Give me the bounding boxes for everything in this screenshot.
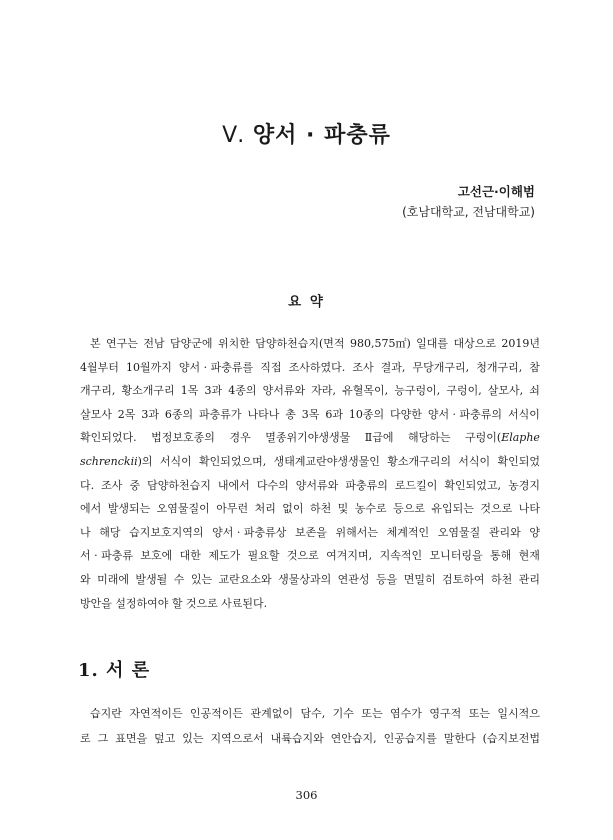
word: 자연적이든 bbox=[129, 707, 183, 720]
word: 연안습지, bbox=[330, 732, 377, 745]
word: 확인되었으며, bbox=[199, 454, 267, 468]
word: 것으로 bbox=[185, 596, 218, 610]
author-names: 고선근·이해범 bbox=[457, 184, 535, 199]
word: 덮고 bbox=[154, 732, 176, 745]
word: 사료된다. bbox=[221, 596, 268, 610]
word: 청개구리, bbox=[476, 360, 523, 374]
word: 참 bbox=[529, 360, 540, 374]
word: 유입되는 bbox=[431, 502, 474, 516]
abstract-line bbox=[80, 568, 540, 592]
word: 총 bbox=[285, 407, 296, 421]
word: 인공습지를 bbox=[383, 732, 437, 745]
word: 수 bbox=[173, 572, 185, 586]
abstract-line bbox=[80, 356, 540, 380]
word: 생물상과의 bbox=[278, 572, 332, 586]
word: 습지란 bbox=[90, 707, 122, 720]
abstract-line bbox=[80, 450, 540, 474]
word: 서식이 bbox=[159, 454, 192, 468]
section-heading-introduction: 1. 서 론 bbox=[78, 660, 151, 681]
word: 파충류의 bbox=[345, 478, 388, 492]
word: 지역으로서 bbox=[210, 732, 264, 745]
word: 결과, bbox=[380, 360, 406, 374]
word: 오염물질 bbox=[437, 525, 481, 539]
word: 유혈목이, bbox=[342, 384, 389, 398]
word: 980,575㎡) bbox=[349, 337, 411, 350]
abstract-line bbox=[80, 544, 540, 568]
word: 보존을 bbox=[294, 525, 327, 539]
word: 나타 bbox=[518, 502, 540, 516]
word: 교란요소와 bbox=[218, 572, 272, 586]
word: 로드킬이 bbox=[394, 478, 438, 492]
word: 중 bbox=[129, 478, 141, 492]
word: 양서 · 파충류의 bbox=[427, 407, 503, 421]
word: 일시적으 bbox=[497, 707, 540, 720]
word: 서 · 파충류 bbox=[80, 549, 133, 563]
word: 2목 bbox=[117, 407, 136, 421]
word: 와 bbox=[80, 572, 91, 586]
word: 능구렁이, bbox=[394, 384, 441, 398]
abstract-line bbox=[80, 497, 540, 521]
abstract-line bbox=[80, 403, 540, 427]
word: 등으로 bbox=[393, 502, 425, 516]
word: 농수로 bbox=[354, 502, 387, 516]
word: 멸종위기야생생물 bbox=[265, 431, 351, 445]
word: 확인되었 bbox=[497, 454, 540, 468]
word: 보호에 bbox=[140, 549, 173, 563]
word: 3과 bbox=[141, 407, 159, 421]
word: Ⅱ급에 bbox=[364, 431, 394, 445]
word: 관계없이 bbox=[250, 707, 293, 720]
word: 미래에 bbox=[97, 572, 129, 586]
word: 그 bbox=[97, 732, 109, 745]
word: 경우 bbox=[229, 431, 251, 445]
scientific-name: Elaphe bbox=[501, 431, 540, 445]
word: 대한 bbox=[179, 549, 201, 563]
species-name-cont bbox=[80, 450, 153, 474]
word: 황소개구리의 bbox=[387, 454, 451, 468]
word: 에서 bbox=[80, 502, 102, 516]
word: 직접 bbox=[260, 360, 282, 374]
word: 조사하였다. bbox=[288, 360, 346, 374]
abstract-heading: 요 약 bbox=[288, 294, 325, 310]
word: 다양한 bbox=[390, 407, 422, 421]
word: 양서 · 파충류상 bbox=[212, 525, 287, 539]
word: 법정보호종의 bbox=[151, 431, 215, 445]
scientific-name: schrenckii bbox=[80, 454, 138, 468]
word: 나타나 bbox=[247, 407, 280, 421]
word: 또는 bbox=[468, 707, 490, 720]
word: 서식이 bbox=[507, 407, 540, 421]
word: 개구리, bbox=[80, 384, 116, 398]
word: 할 bbox=[171, 596, 183, 610]
word: 일대를 bbox=[416, 337, 449, 350]
word: 관리와 bbox=[488, 525, 521, 539]
word: (습지보전법 bbox=[482, 732, 540, 745]
word: 파충류가 bbox=[199, 407, 242, 421]
section-body bbox=[80, 701, 540, 751]
word: 양 bbox=[529, 525, 540, 539]
word: 없이 bbox=[282, 502, 304, 516]
word: 살모사 bbox=[80, 407, 112, 421]
word: 연관성 bbox=[337, 572, 370, 586]
word: 4종의 bbox=[228, 384, 257, 398]
word: 자라, bbox=[311, 384, 336, 398]
word: 양서 · 파충류를 bbox=[178, 360, 254, 374]
word: 6종의 bbox=[164, 407, 194, 421]
word: 조사 bbox=[101, 478, 123, 492]
body-line bbox=[80, 726, 540, 751]
abstract-line bbox=[80, 379, 540, 403]
word: 확인되었다. bbox=[80, 431, 137, 445]
word: 생태계교란야생생물인 bbox=[273, 454, 380, 468]
word: 황소개구리 bbox=[121, 384, 175, 398]
word: 등을 bbox=[376, 572, 398, 586]
word: 로 bbox=[80, 732, 91, 745]
word: 살모사, bbox=[487, 384, 524, 398]
body-line bbox=[80, 701, 540, 726]
word: 오염물질이 bbox=[156, 502, 210, 516]
word: 담수, bbox=[300, 707, 326, 720]
word: 구렁이, bbox=[446, 384, 482, 398]
word: 1목 bbox=[180, 384, 199, 398]
author-block bbox=[402, 182, 535, 222]
word: 해당 bbox=[99, 525, 121, 539]
word: 것으로 bbox=[480, 502, 513, 516]
word: 확인되었고, bbox=[444, 478, 502, 492]
word: 위해서는 bbox=[335, 525, 378, 539]
word: 필요할 bbox=[247, 549, 280, 563]
word: 발생되는 bbox=[107, 502, 151, 516]
word: 면밀히 bbox=[403, 572, 436, 586]
word: 본 bbox=[90, 337, 101, 350]
word: 염수가 bbox=[390, 707, 422, 720]
species-name bbox=[465, 426, 540, 450]
word: 습지보호지역의 bbox=[129, 525, 204, 539]
word: 발생될 bbox=[135, 572, 168, 586]
word: 담양하천습지 bbox=[147, 478, 211, 492]
word: 현재 bbox=[518, 549, 540, 563]
word: 다. bbox=[80, 478, 95, 492]
chapter-title bbox=[0, 118, 613, 149]
word: 하천 bbox=[309, 502, 332, 516]
word: 양서류와 bbox=[262, 384, 306, 398]
word: 체계적인 bbox=[386, 525, 430, 539]
word: 서식이 bbox=[458, 454, 491, 468]
word: 3과 bbox=[204, 384, 223, 398]
word: 2019년 bbox=[501, 337, 540, 350]
word: 무당개구리, bbox=[412, 360, 470, 374]
word: 담양하천습지(면적 bbox=[255, 337, 345, 350]
word: 있는 bbox=[190, 572, 213, 586]
word: 검토하여 bbox=[442, 572, 485, 586]
word: 설정하여야 bbox=[115, 596, 169, 610]
word: 10종의 bbox=[348, 407, 385, 421]
word: 연구는 bbox=[106, 337, 138, 350]
word: 표면을 bbox=[115, 732, 148, 745]
word: 하천 bbox=[490, 572, 513, 586]
word: 여겨지며, bbox=[326, 549, 373, 563]
word: 10월까지 bbox=[125, 360, 172, 374]
word: 쇠 bbox=[529, 384, 540, 398]
abstract-line bbox=[80, 592, 540, 616]
word: 기수 bbox=[332, 707, 354, 720]
word: 지속적인 bbox=[379, 549, 423, 563]
word: 3목 bbox=[301, 407, 320, 421]
word: 아무런 bbox=[216, 502, 249, 516]
abstract-line bbox=[80, 426, 540, 450]
word: 4월부터 bbox=[80, 360, 119, 374]
chapter-title-text: 양서 · 파충류 bbox=[252, 123, 391, 148]
page-number: 306 bbox=[295, 788, 318, 802]
word: 전남 bbox=[143, 337, 165, 350]
word: 내에서 bbox=[217, 478, 250, 492]
word: 위치한 bbox=[217, 337, 250, 350]
abstract-line bbox=[80, 521, 540, 545]
chapter-numeral: Ⅴ. bbox=[222, 123, 245, 148]
word: 해당하는 bbox=[408, 431, 451, 445]
word: 방안을 bbox=[80, 596, 112, 610]
word: 대상으로 bbox=[453, 337, 496, 350]
abstract-line bbox=[80, 474, 540, 498]
word: 다수의 bbox=[256, 478, 289, 492]
word: 영구적 bbox=[429, 707, 462, 720]
word: 인공적이든 bbox=[189, 707, 244, 720]
word: )의 bbox=[137, 454, 153, 468]
word: 말한다 bbox=[443, 732, 476, 745]
word: 처리 bbox=[254, 502, 276, 516]
word: 것으로 bbox=[286, 549, 319, 563]
word: 통해 bbox=[490, 549, 512, 563]
word: 조사 bbox=[352, 360, 374, 374]
word: 양서류와 bbox=[295, 478, 339, 492]
word: 모니터링을 bbox=[429, 549, 483, 563]
word: 구렁이( bbox=[465, 431, 502, 445]
word: 제도가 bbox=[208, 549, 241, 563]
abstract-body bbox=[80, 332, 540, 615]
author-affiliations: (호남대학교, 전남대학교) bbox=[402, 205, 535, 219]
word: 내륙습지와 bbox=[270, 732, 324, 745]
word: 있는 bbox=[182, 732, 204, 745]
word: 관리 bbox=[518, 572, 540, 586]
word: 담양군에 bbox=[170, 337, 213, 350]
word: 농경지 bbox=[508, 478, 540, 492]
word: 6과 bbox=[325, 407, 343, 421]
word: 또는 bbox=[361, 707, 383, 720]
word: 나 bbox=[80, 525, 91, 539]
abstract-line bbox=[80, 332, 540, 356]
word: 및 bbox=[337, 502, 349, 516]
